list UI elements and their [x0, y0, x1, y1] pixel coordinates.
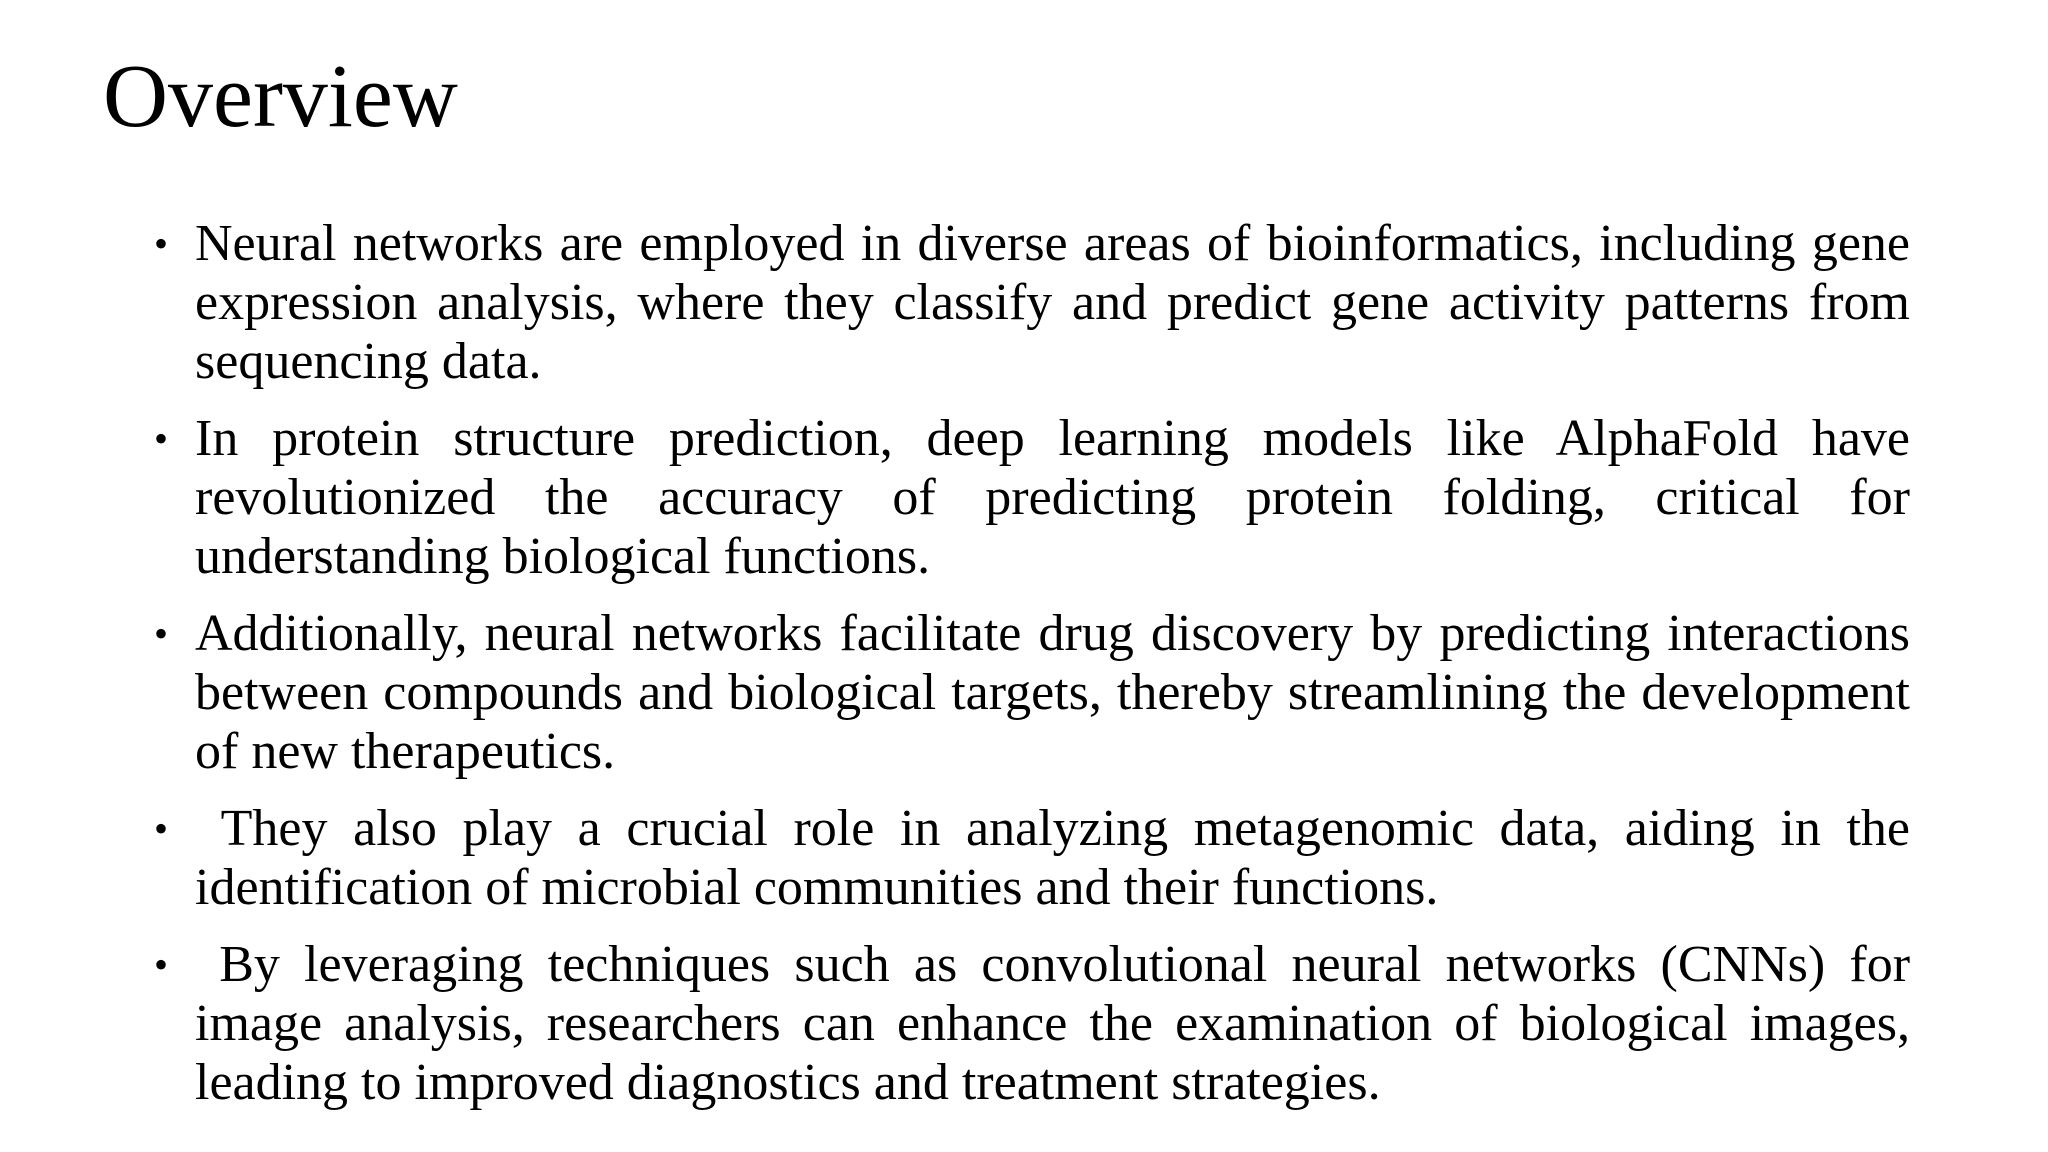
bullet-item — [150, 214, 1910, 391]
bullet-text: Neural networks are employed in diverse areas of bioinformatics, including gene expression analysis, where they classify and predict gene activity patterns from sequencing data. — [195, 215, 1910, 390]
bullet-text: By leveraging techniques such as convolutional neural networks (CNNs) for image analysis, researchers can enhance the examination of biological images, leading to improved diagnostics and treatment strategies. — [195, 936, 1924, 1111]
bullet-marker: • — [154, 942, 169, 987]
bullet-item — [150, 409, 1910, 586]
bullet-text: Additionally, neural networks facilitate drug discovery by predicting interactions between compounds and biological targets, thereby streamlining the development of new therapeutics. — [195, 605, 1910, 780]
bullet-item — [150, 604, 1910, 781]
bullet-text: They also play a crucial role in analyzing metagenomic data, aiding in the identification of microbial communities and their functions. — [195, 800, 1923, 916]
bullet-text: In protein structure prediction, deep learning models like AlphaFold have revolutionized the accuracy of predicting protein folding, critical for understanding biological functions. — [195, 410, 1910, 585]
bullet-list — [150, 214, 1924, 1130]
bullet-marker: • — [154, 611, 169, 656]
bullet-marker: • — [154, 416, 169, 461]
bullet-marker: • — [154, 806, 169, 851]
bullet-item — [150, 799, 1923, 917]
bullet-item — [150, 935, 1924, 1112]
bullet-marker: • — [154, 221, 169, 266]
slide-title: Overview — [103, 47, 458, 146]
